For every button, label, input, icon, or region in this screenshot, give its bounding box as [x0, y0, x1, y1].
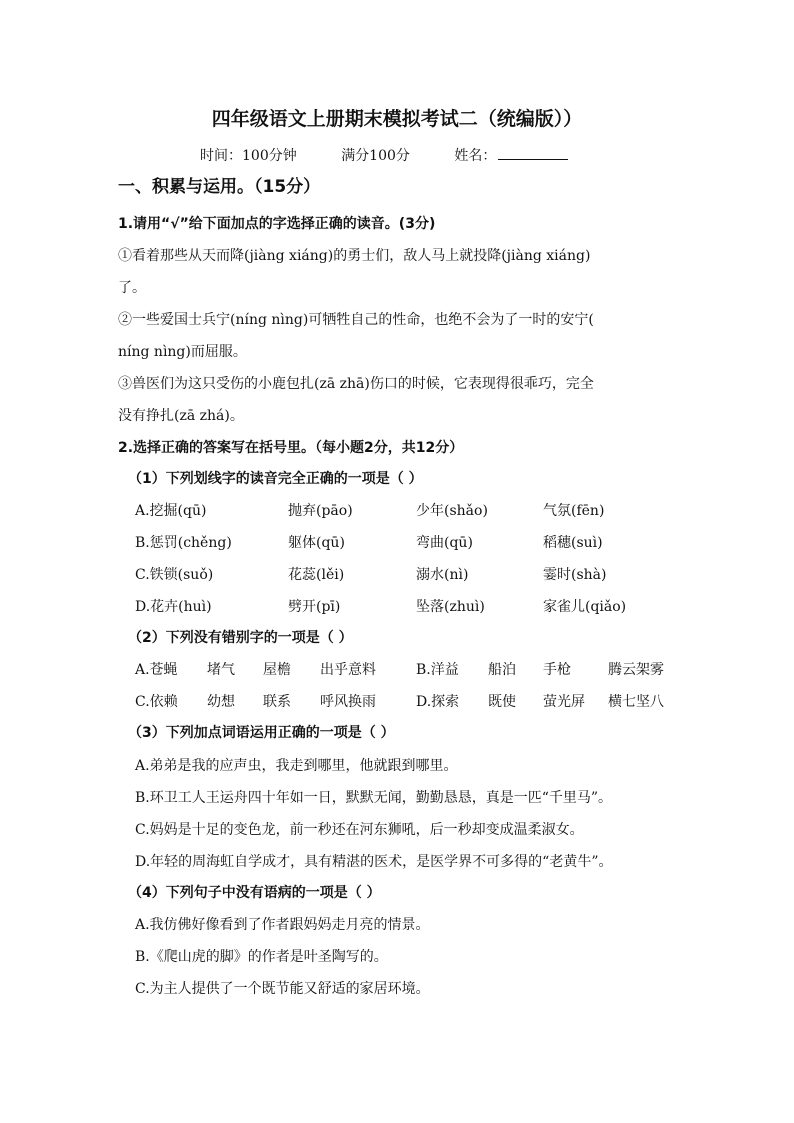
name-blank[interactable] [498, 159, 568, 160]
option-cell: 劈开(pī) [288, 599, 341, 615]
name-field [454, 148, 608, 164]
option-cell: D.花卉(huì) [135, 599, 212, 615]
option-cell: 腾云架雾 [608, 662, 664, 678]
q1-sentence-1-cont: 了。 [118, 280, 146, 296]
q1-heading: 1.请用“√”给下面加点的字选择正确的读音。(3分) [118, 216, 436, 232]
option-cell: 屋檐 [263, 662, 291, 678]
exam-meta [200, 145, 608, 165]
option-cell: 幼想 [207, 694, 235, 710]
option-cell: D.探索 [416, 694, 460, 710]
option-cell: 手枪 [543, 662, 571, 678]
exam-title: 四年级语文上册期末模拟考试二（统编版）） [211, 108, 583, 130]
section-heading: 一、积累与运用。（15分） [118, 177, 321, 197]
option-cell: 既使 [488, 694, 516, 710]
option-cell: 家雀儿(qiǎo) [543, 599, 627, 615]
option-cell: C.铁锁(suǒ) [135, 567, 214, 583]
q1-sentence-1: ①看着那些从天而降(jiàng xiáng)的勇士们，敌人马上就投降(jiàng xiáng) [118, 248, 591, 264]
q2-part1-heading: （1）下列划线字的读音完全正确的一项是（ ） [128, 471, 423, 487]
option-cell: 坠落(zhuì) [416, 599, 485, 615]
option-cell: 稻穗(suì) [543, 535, 603, 551]
q2-part2-heading: （2）下列没有错别字的一项是（ ） [128, 630, 353, 646]
option-cell: 出乎意料 [320, 662, 376, 678]
option-cell: 联系 [263, 694, 291, 710]
q1-sentence-2-cont: níng nìng)而屈服。 [118, 344, 247, 360]
option-cell: 横七坚八 [608, 694, 664, 710]
q1-sentence-3: ③兽医们为这只受伤的小鹿包扎(zā zhā)伤口的时候，它表现得很乖巧，完全 [118, 376, 594, 392]
option-b: B.环卫工人王运舟四十年如一日，默默无闻，勤勤恳恳，真是一匹“千里马”。 [135, 790, 613, 806]
option-cell: 少年(shǎo) [416, 503, 488, 519]
option-cell: 船泊 [488, 662, 516, 678]
option-a: A.我仿佛好像看到了作者跟妈妈走月亮的情景。 [135, 917, 430, 933]
name-label: 姓名： [454, 148, 497, 164]
q1-sentence-3-cont: 没有挣扎(zā zhá)。 [118, 408, 244, 424]
option-cell: B.洋益 [416, 662, 459, 678]
option-cell: 溺水(nì) [416, 567, 469, 583]
score-info: 满分100分 [341, 148, 410, 164]
option-d: D.年轻的周海虹自学成才，具有精湛的医术，是医学界不可多得的“老黄牛”。 [135, 854, 613, 870]
option-a: A.弟弟是我的应声虫，我走到哪里，他就跟到哪里。 [135, 758, 458, 774]
option-cell: 萤光屏 [543, 694, 585, 710]
option-cell: A.挖掘(qū) [135, 503, 207, 519]
option-cell: A.苍蝇 [135, 662, 178, 678]
option-cell: 气氛(fēn) [543, 503, 605, 519]
option-c: C.妈妈是十足的变色龙，前一秒还在河东狮吼，后一秒却变成温柔淑女。 [135, 822, 584, 838]
option-cell: 呼风换雨 [320, 694, 376, 710]
time-info: 时间：100分钟 [200, 148, 297, 164]
option-cell: 弯曲(qū) [416, 535, 473, 551]
q2-heading: 2.选择正确的答案写在括号里。（每小题2分，共12分） [118, 440, 464, 456]
option-cell: 抛弃(pāo) [288, 503, 353, 519]
q2-part4-heading: （4）下列句子中没有语病的一项是（ ） [128, 885, 381, 901]
option-c: C.为主人提供了一个既节能又舒适的家居环境。 [135, 981, 430, 997]
option-cell: 躯体(qū) [288, 535, 345, 551]
option-cell: B.惩罚(chěng) [135, 535, 232, 551]
q2-part3-heading: （3）下列加点词语运用正确的一项是（ ） [128, 725, 395, 741]
option-cell: C.依赖 [135, 694, 178, 710]
option-cell: 花蕊(lěi) [288, 567, 345, 583]
q1-sentence-2: ②一些爱国士兵宁(níng nìng)可牺牲自己的性命，也绝不会为了一时的安宁( [118, 312, 594, 328]
option-b: B.《爬山虎的脚》的作者是叶圣陶写的。 [135, 949, 388, 965]
option-cell: 霎时(shà) [543, 567, 607, 583]
option-cell: 堵气 [207, 662, 235, 678]
